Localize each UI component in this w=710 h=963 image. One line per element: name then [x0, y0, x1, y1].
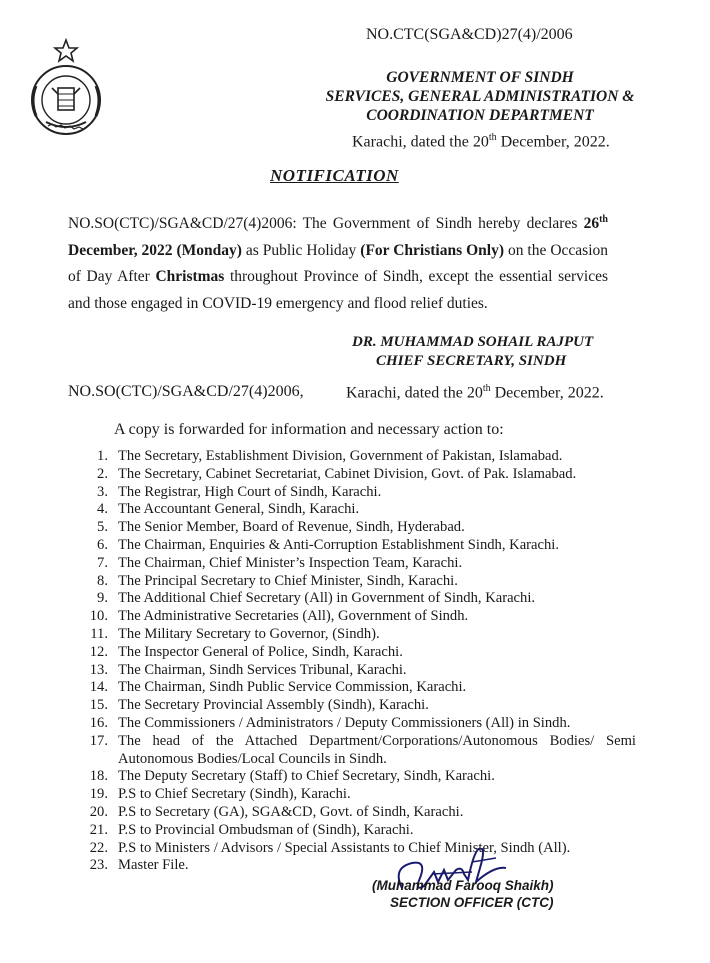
signatory-title: CHIEF SECRETARY, SINDH: [376, 353, 567, 369]
recipient-item: [66, 822, 636, 840]
recipient-number: 23.: [89, 857, 108, 874]
recipient-text: The Additional Chief Secretary (All) in Government of Sindh, Karachi.: [118, 590, 536, 607]
signatory-name: DR. MUHAMMAD SOHAIL RAJPUT: [352, 334, 594, 350]
recipient-number: 11.: [90, 625, 108, 642]
notification-body: [68, 207, 608, 317]
body-text-2: as Public Holiday: [241, 241, 361, 259]
recipient-item: [66, 626, 636, 644]
recipient-text: The head of the Attached Department/Corporations/Autonomous Bodies/ Semi Autonomous Bodies/Local Councils in Sindh.: [118, 732, 636, 767]
recipient-text: The Chairman, Sindh Public Service Commission, Karachi.: [118, 679, 467, 696]
recipient-number: 18.: [89, 768, 108, 785]
recipient-item: [66, 733, 636, 769]
christmas-word: Christmas: [155, 268, 225, 286]
recipient-text: The Inspector General of Police, Sindh, Karachi.: [118, 643, 403, 660]
recipient-number: 7.: [97, 554, 108, 571]
recipient-number: 6.: [97, 536, 108, 553]
recipient-text: The Administrative Secretaries (All), Government of Sindh.: [118, 608, 469, 625]
copy-forwarded-line: A copy is forwarded for information and necessary action to:: [114, 421, 504, 438]
recipient-text: The Secretary Provincial Assembly (Sindh), Karachi.: [118, 697, 429, 714]
recipient-text: P.S to Secretary (GA), SGA&CD, Govt. of Sindh, Karachi.: [118, 803, 464, 820]
recipient-number: 21.: [89, 821, 108, 838]
recipient-text: P.S to Chief Secretary (Sindh), Karachi.: [118, 786, 351, 803]
endorsement-date-sup: th: [482, 383, 491, 394]
date-prefix: Karachi, dated the 20: [352, 133, 489, 151]
holiday-date-text: December, 2022 (Monday): [68, 241, 242, 259]
endorsement-date-suffix: December, 2022.: [490, 384, 604, 402]
body-text-4: throughout Province of Sindh, except the essential services and those engaged in COVID-19 emergency and flood relief duties.: [68, 268, 608, 312]
reference-number: NO.CTC(SGA&CD)27(4)/2006: [366, 26, 573, 43]
recipient-text: P.S to Ministers / Advisors / Special Assistants to Chief Minister, Sindh (All).: [118, 839, 571, 856]
recipient-number: 3.: [97, 483, 108, 500]
chief-secretary-signatory: [352, 333, 593, 371]
section-officer-block: [372, 877, 554, 911]
notification-title: NOTIFICATION: [270, 166, 399, 185]
recipient-item: [66, 804, 636, 822]
recipient-item: [66, 466, 636, 484]
recipient-item: [66, 786, 636, 804]
recipient-item: [66, 715, 636, 733]
endorsement-date: [346, 383, 604, 402]
recipient-item: [66, 608, 636, 626]
recipient-text: The Accountant General, Sindh, Karachi.: [118, 501, 360, 518]
recipient-text: The Secretary, Establishment Division, Government of Pakistan, Islamabad.: [118, 448, 563, 464]
date-suffix: December, 2022.: [496, 133, 610, 151]
recipient-number: 10.: [89, 608, 108, 625]
recipient-number: 8.: [97, 572, 108, 589]
recipient-text: The Secretary, Cabinet Secretariat, Cabinet Division, Govt. of Pak. Islamabad.: [118, 465, 577, 482]
recipient-text: The Registrar, High Court of Sindh, Karachi.: [118, 483, 382, 500]
recipient-item: [66, 501, 636, 519]
recipient-item: [66, 697, 636, 715]
body-text-1: The Government of Sindh hereby declares: [296, 215, 584, 233]
recipient-text: The Chairman, Chief Minister’s Inspection Team, Karachi.: [118, 554, 463, 571]
recipient-item: [66, 662, 636, 680]
recipient-item: [66, 537, 636, 555]
recipient-number: 5.: [97, 519, 108, 536]
recipient-number: 9.: [97, 590, 108, 607]
recipient-number: 22.: [89, 839, 108, 856]
recipient-text: The Chairman, Enquiries & Anti-Corruption Establishment Sindh, Karachi.: [118, 536, 559, 553]
heading-line-1: GOVERNMENT OF SINDH: [386, 69, 574, 86]
recipient-number: 13.: [89, 661, 108, 678]
endorsement-date-prefix: Karachi, dated the 20: [346, 384, 483, 402]
recipient-item: [66, 590, 636, 608]
recipient-item: [66, 679, 636, 697]
recipient-number: 15.: [89, 697, 108, 714]
recipient-text: P.S to Provincial Ombudsman of (Sindh), Karachi.: [118, 821, 414, 838]
issue-date: [352, 132, 610, 151]
recipient-number: 14.: [89, 679, 108, 696]
notification-ref: NO.SO(CTC)/SGA&CD/27(4)2006:: [68, 215, 297, 233]
holiday-day-sup: th: [599, 214, 608, 225]
recipient-item: [66, 519, 636, 537]
recipient-number: 12.: [89, 643, 108, 660]
recipient-text: The Chairman, Sindh Services Tribunal, Karachi.: [118, 661, 407, 678]
recipient-item: [66, 448, 636, 466]
recipient-text: The Military Secretary to Governor, (Sindh).: [118, 625, 380, 642]
recipient-number: 19.: [89, 786, 108, 803]
heading-line-2: SERVICES, GENERAL ADMINISTRATION &: [325, 88, 635, 105]
recipient-item: [66, 644, 636, 662]
holiday-day: 26: [583, 215, 600, 233]
recipient-item: [66, 555, 636, 573]
recipient-text: The Senior Member, Board of Revenue, Sindh, Hyderabad.: [118, 519, 465, 536]
recipient-text: Master File.: [118, 857, 189, 874]
recipient-text: The Commissioners / Administrators / Deputy Commissioners (All) in Sindh.: [118, 714, 571, 731]
section-officer-name: (Muhammad Farooq Shaikh): [372, 878, 554, 893]
recipient-text: The Deputy Secretary (Staff) to Chief Secretary, Sindh, Karachi.: [118, 768, 495, 785]
recipient-text: The Principal Secretary to Chief Minister, Sindh, Karachi.: [118, 572, 458, 589]
recipient-number: 1.: [97, 448, 108, 464]
date-sup: th: [488, 132, 497, 143]
recipient-item: [66, 484, 636, 502]
recipient-number: 17.: [89, 732, 108, 749]
heading-line-3: COORDINATION DEPARTMENT: [366, 107, 594, 124]
for-whom: (For Christians Only): [360, 241, 504, 259]
government-seal-logo: [18, 38, 114, 138]
recipient-number: 20.: [89, 803, 108, 820]
recipient-item: [66, 573, 636, 591]
recipient-number: 2.: [97, 465, 108, 482]
recipient-list: [66, 448, 636, 875]
recipient-number: 16.: [89, 714, 108, 731]
body-text-3: on the Occasion of Day After: [68, 241, 609, 286]
department-heading: [300, 68, 660, 125]
endorsement-ref: NO.SO(CTC)/SGA&CD/27(4)2006,: [68, 383, 304, 400]
recipient-number: 4.: [97, 501, 108, 518]
section-officer-title: SECTION OFFICER (CTC): [390, 895, 554, 910]
recipient-item: [66, 768, 636, 786]
